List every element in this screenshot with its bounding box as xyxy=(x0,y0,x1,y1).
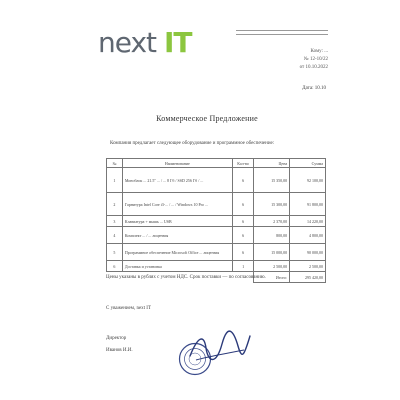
table-row xyxy=(107,216,326,227)
cell-price: 800,00 xyxy=(254,227,290,244)
cell-sum: 91 800,00 xyxy=(290,193,326,216)
regards-line: С уважением, next IT xyxy=(106,306,152,311)
col-price-header: Цена xyxy=(254,159,290,168)
cell-name: Клавиатура + мышь ... USB xyxy=(122,216,232,227)
cell-price: 15 000,00 xyxy=(254,244,290,261)
company-logo xyxy=(98,26,191,59)
cell-sum: 14 220,00 xyxy=(290,216,326,227)
cell-name: Программное обеспечение Microsoft Office ... лицензия xyxy=(122,244,232,261)
cell-num: 4 xyxy=(107,227,123,244)
table-row xyxy=(107,193,326,216)
document-date: Дата: 10.10 xyxy=(302,86,326,91)
cell-qty: 6 xyxy=(232,244,254,261)
cell-sum: 92 100,00 xyxy=(290,168,326,193)
cell-name: Моноблок ... 21.5" ... / ... 8 Гб / SSD 256 Гб / ... xyxy=(122,168,232,193)
signer-role: Директор xyxy=(106,336,127,341)
offer-table xyxy=(106,158,326,283)
cell-num: 5 xyxy=(107,244,123,261)
cell-name: Доставка и установка xyxy=(122,261,232,272)
cell-name: Комплект ... / ... лицензия xyxy=(122,227,232,244)
logo-part-next: next xyxy=(98,26,157,59)
cell-num: 3 xyxy=(107,216,123,227)
signature-icon xyxy=(186,326,252,370)
col-num-header: № xyxy=(107,159,123,168)
cell-num: 6 xyxy=(107,261,123,272)
table-row xyxy=(107,227,326,244)
cell-num: 1 xyxy=(107,168,123,193)
header-meta-line: № 12-10/22 xyxy=(303,57,328,62)
header-rules xyxy=(236,30,328,38)
cell-sum: 2 500,00 xyxy=(290,261,326,272)
cell-name: Гарнитура Intel Core i3-... / ... / Windows 10 Pro ... xyxy=(122,193,232,216)
cell-price: 15 300,00 xyxy=(254,193,290,216)
table-row xyxy=(107,244,326,261)
cell-qty: 6 xyxy=(232,193,254,216)
cell-price: 2 500,00 xyxy=(254,261,290,272)
total-value: 295 420,00 xyxy=(290,272,326,283)
table-row xyxy=(107,168,326,193)
cell-sum: 90 000,00 xyxy=(290,244,326,261)
intro-text: Компания предлагает следующее оборудование и программное обеспечение: xyxy=(110,141,275,146)
document-page xyxy=(82,16,332,386)
col-name-header: Наименование xyxy=(122,159,232,168)
col-qty-header: Кол-во xyxy=(232,159,254,168)
cell-price: 15 350,00 xyxy=(254,168,290,193)
header-meta-line: от 10.10.2022 xyxy=(299,65,328,70)
cell-qty: 6 xyxy=(232,227,254,244)
cell-num: 2 xyxy=(107,193,123,216)
header-meta xyxy=(300,48,328,72)
cell-qty: 6 xyxy=(232,168,254,193)
total-label: Итого: xyxy=(254,272,290,283)
header-meta-line: Кому: ... xyxy=(310,49,328,54)
cell-qty: 6 xyxy=(232,216,254,227)
footer-note: Цены указаны в рублях с учетом НДС. Срок поставки — по согласованию. xyxy=(106,275,266,280)
cell-price: 2 370,00 xyxy=(254,216,290,227)
cell-qty: 1 xyxy=(232,261,254,272)
table-header-row xyxy=(107,159,326,168)
signer-name: Иванов И.И. xyxy=(106,348,133,353)
logo-part-it: IT xyxy=(163,26,192,59)
table-row xyxy=(107,261,326,272)
cell-sum: 4 800,00 xyxy=(290,227,326,244)
col-sum-header: Сумма xyxy=(290,159,326,168)
document-title: Коммерческое Предложение xyxy=(156,114,258,123)
